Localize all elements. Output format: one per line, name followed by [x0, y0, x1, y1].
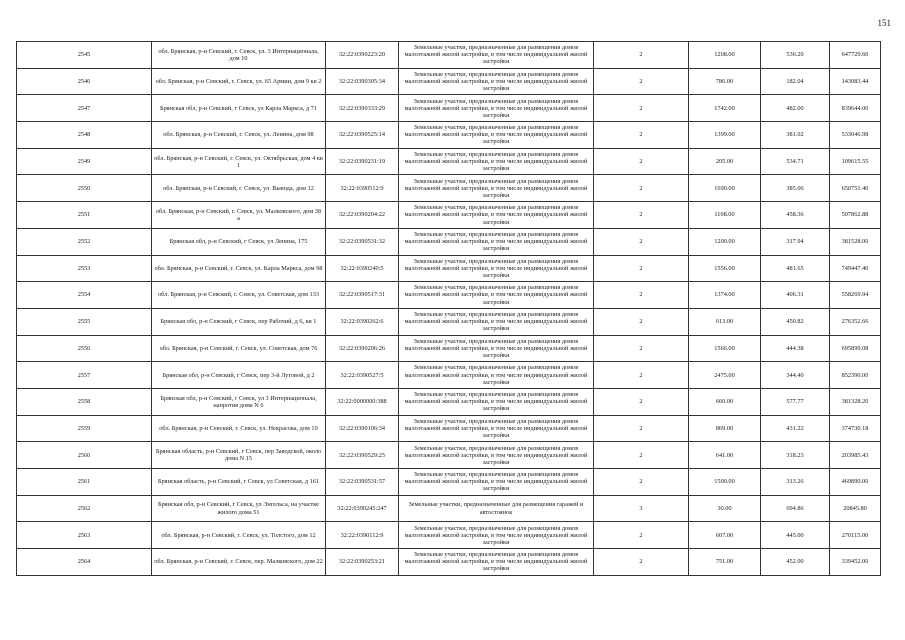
- address-cell: обл. Брянская, р-н Севский, г. Севск, пер. Малковского, дом 22: [152, 549, 326, 576]
- specific-value-cell: 318.23: [761, 442, 830, 469]
- cadastral-value-cell: 533046.98: [830, 122, 881, 149]
- area-cell: 1208.00: [689, 42, 761, 69]
- address-cell: Брянская обл, р-н Севский, г Севск, пер 3-й Луговой, д 2: [152, 362, 326, 389]
- cadastral-value-cell: 381528.00: [830, 228, 881, 255]
- land-use-cell: Земельные участки, предназначенные для размещения домов малоэтажной жилой застройки, в том числе индивидуальной жилой застройки: [399, 148, 594, 175]
- land-use-cell: Земельные участки, предназначенные для размещения домов малоэтажной жилой застройки, в том числе индивидуальной жилой застройки: [399, 202, 594, 229]
- cadastral-number-cell: 32:22:0000000:388: [326, 388, 399, 415]
- cadastral-number-cell: 32:22:0390253:21: [326, 549, 399, 576]
- row-number: 2556: [17, 335, 152, 362]
- cadastral-value-cell: 339452.00: [830, 549, 881, 576]
- group-cell: 2: [594, 335, 689, 362]
- land-use-cell: Земельные участки, предназначенные для размещения гаражей и автостоянок: [399, 495, 594, 522]
- row-number: 2559: [17, 415, 152, 442]
- group-cell: 2: [594, 388, 689, 415]
- address-cell: обл. Брянская, р-н Севский, г. Севск, ул. Октябрьская, дом 4 кв 1: [152, 148, 326, 175]
- group-cell: 2: [594, 148, 689, 175]
- row-number: 2549: [17, 148, 152, 175]
- cadastral-value-cell: 852390.00: [830, 362, 881, 389]
- cadastral-value-cell: 650751.40: [830, 175, 881, 202]
- row-number: 2550: [17, 175, 152, 202]
- specific-value-cell: 313.26: [761, 469, 830, 496]
- address-cell: обл. Брянская, р-н Севский, г. Севск, ул. Малковского, дом 38 а: [152, 202, 326, 229]
- row-number: 2547: [17, 95, 152, 122]
- cadastral-number-cell: 32:22:0390529:25: [326, 442, 399, 469]
- specific-value-cell: 452.00: [761, 549, 830, 576]
- address-cell: обл. Брянская, р-н Севский, г. Севск, ул. 3 Интернационала, дом 10: [152, 42, 326, 69]
- group-cell: 2: [594, 122, 689, 149]
- specific-value-cell: 444.38: [761, 335, 830, 362]
- cadastral-number-cell: 32:22:0390112:9: [326, 522, 399, 549]
- table-row: [17, 495, 881, 522]
- area-cell: 607.00: [689, 522, 761, 549]
- address-cell: Брянская область, р-н Севский, г Севск, пер Заводской, около дома N 15: [152, 442, 326, 469]
- cadastral-value-cell: 203985.43: [830, 442, 881, 469]
- specific-value-cell: 481.65: [761, 255, 830, 282]
- table-row: [17, 68, 881, 95]
- group-cell: 2: [594, 442, 689, 469]
- specific-value-cell: 482.00: [761, 95, 830, 122]
- area-cell: 1374.00: [689, 282, 761, 309]
- specific-value-cell: 450.82: [761, 308, 830, 335]
- row-number: 2552: [17, 228, 152, 255]
- row-number: 2558: [17, 388, 152, 415]
- specific-value-cell: 577.77: [761, 388, 830, 415]
- cadastral-number-cell: 32:22:0390262:6: [326, 308, 399, 335]
- table-row: [17, 442, 881, 469]
- cadastral-value-cell: 20845.80: [830, 495, 881, 522]
- group-cell: 3: [594, 495, 689, 522]
- group-cell: 2: [594, 282, 689, 309]
- address-cell: обл. Брянская, р-н Севский, г. Севск, ул. Карла Маркса, дом 98: [152, 255, 326, 282]
- group-cell: 2: [594, 362, 689, 389]
- group-cell: 2: [594, 175, 689, 202]
- specific-value-cell: 431.22: [761, 415, 830, 442]
- specific-value-cell: 385.06: [761, 175, 830, 202]
- area-cell: 1399.00: [689, 122, 761, 149]
- row-number: 2553: [17, 255, 152, 282]
- specific-value-cell: 534.71: [761, 148, 830, 175]
- specific-value-cell: 344.40: [761, 362, 830, 389]
- table-row: [17, 549, 881, 576]
- cadastral-number-cell: 32:22:0390204:22: [326, 202, 399, 229]
- address-cell: обл. Брянская, р-н Севский, г. Севск, ул. Ленина, дом 98: [152, 122, 326, 149]
- cadastral-value-cell: 109615.55: [830, 148, 881, 175]
- group-cell: 2: [594, 202, 689, 229]
- specific-value-cell: 182.04: [761, 68, 830, 95]
- land-use-cell: Земельные участки, предназначенные для размещения домов малоэтажной жилой застройки, в том числе индивидуальной жилой застройки: [399, 415, 594, 442]
- row-number: 2545: [17, 42, 152, 69]
- land-use-cell: Земельные участки, предназначенные для размещения домов малоэтажной жилой застройки, в том числе индивидуальной жилой застройки: [399, 388, 594, 415]
- group-cell: 2: [594, 42, 689, 69]
- area-cell: 751.00: [689, 549, 761, 576]
- group-cell: 2: [594, 255, 689, 282]
- address-cell: обл. Брянская, р-н Севский, г. Севск, ул. Некрасова, дом 19: [152, 415, 326, 442]
- specific-value-cell: 694.86: [761, 495, 830, 522]
- specific-value-cell: 381.02: [761, 122, 830, 149]
- cadastral-number-cell: 32:22:0390517:31: [326, 282, 399, 309]
- table-row: [17, 335, 881, 362]
- table-row: [17, 228, 881, 255]
- cadastral-number-cell: 32:22:0390231:19: [326, 148, 399, 175]
- area-cell: 1500.00: [689, 469, 761, 496]
- row-number: 2563: [17, 522, 152, 549]
- cadastral-number-cell: 32:22:0390512:9: [326, 175, 399, 202]
- cadastral-value-cell: 839644.00: [830, 95, 881, 122]
- specific-value-cell: 445.00: [761, 522, 830, 549]
- page-number: 151: [877, 18, 891, 28]
- row-number: 2562: [17, 495, 152, 522]
- table-row: [17, 469, 881, 496]
- area-cell: 613.00: [689, 308, 761, 335]
- group-cell: 2: [594, 415, 689, 442]
- table-row: [17, 95, 881, 122]
- cadastral-value-cell: 276352.66: [830, 308, 881, 335]
- area-cell: 2475.00: [689, 362, 761, 389]
- address-cell: обл. Брянская, р-н Севский, г. Севск, ул. Советская, дом 76: [152, 335, 326, 362]
- group-cell: 2: [594, 68, 689, 95]
- address-cell: Брянская обл, р-н Севский, г Севск, ул Карла Маркса, д 71: [152, 95, 326, 122]
- cadastral-number-cell: 32:22:0390106:34: [326, 415, 399, 442]
- address-cell: обл. Брянская, р-н Севский, г. Севск, ул. Советская, дом 133: [152, 282, 326, 309]
- table-row: [17, 282, 881, 309]
- row-number: 2548: [17, 122, 152, 149]
- area-cell: 1742.00: [689, 95, 761, 122]
- area-cell: 205.00: [689, 148, 761, 175]
- specific-value-cell: 536.20: [761, 42, 830, 69]
- cadastral-number-cell: 32:22:0390531:57: [326, 469, 399, 496]
- cadastral-number-cell: 32:22:0390333:29: [326, 95, 399, 122]
- group-cell: 2: [594, 308, 689, 335]
- table-body: [17, 42, 881, 576]
- specific-value-cell: 317.94: [761, 228, 830, 255]
- land-use-cell: Земельные участки, предназначенные для размещения домов малоэтажной жилой застройки, в том числе индивидуальной жилой застройки: [399, 335, 594, 362]
- address-cell: Брянская обл, р-н Севский, г Севск, пер Рабочий, д 6, кв 1: [152, 308, 326, 335]
- address-cell: Брянская область, р-н Севский, г Севск, ул Советская, д 161: [152, 469, 326, 496]
- land-use-cell: Земельные участки, предназначенные для размещения домов малоэтажной жилой застройки, в том числе индивидуальной жилой застройки: [399, 68, 594, 95]
- land-use-cell: Земельные участки, предназначенные для размещения домов малоэтажной жилой застройки, в том числе индивидуальной жилой застройки: [399, 122, 594, 149]
- table-row: [17, 175, 881, 202]
- address-cell: Брянская обл, р-н Севский, г Севск, ул Энгельса, на участке жилого дома 51: [152, 495, 326, 522]
- land-use-cell: Земельные участки, предназначенные для размещения домов малоэтажной жилой застройки, в том числе индивидуальной жилой застройки: [399, 228, 594, 255]
- table-row: [17, 255, 881, 282]
- area-cell: 1556.00: [689, 255, 761, 282]
- cadastral-value-cell: 143083.44: [830, 68, 881, 95]
- cadastral-number-cell: 32:22:0390223:20: [326, 42, 399, 69]
- area-cell: 1108.00: [689, 202, 761, 229]
- cadastral-number-cell: 32:22:0390245:247: [326, 495, 399, 522]
- cadastral-number-cell: 32:22:0390525:14: [326, 122, 399, 149]
- land-use-cell: Земельные участки, предназначенные для размещения домов малоэтажной жилой застройки, в том числе индивидуальной жилой застройки: [399, 42, 594, 69]
- land-use-cell: Земельные участки, предназначенные для размещения домов малоэтажной жилой застройки, в том числе индивидуальной жилой застройки: [399, 469, 594, 496]
- group-cell: 2: [594, 228, 689, 255]
- cadastral-value-cell: 558269.94: [830, 282, 881, 309]
- land-use-cell: Земельные участки, предназначенные для размещения домов малоэтажной жилой застройки, в том числе индивидуальной жилой застройки: [399, 549, 594, 576]
- cadastral-value-cell: 374730.18: [830, 415, 881, 442]
- table-row: [17, 122, 881, 149]
- land-use-cell: Земельные участки, предназначенные для размещения домов малоэтажной жилой застройки, в том числе индивидуальной жилой застройки: [399, 95, 594, 122]
- row-number: 2564: [17, 549, 152, 576]
- row-number: 2561: [17, 469, 152, 496]
- cadastral-number-cell: 32:22:0390531:32: [326, 228, 399, 255]
- table-row: [17, 362, 881, 389]
- area-cell: 1566.00: [689, 335, 761, 362]
- land-use-cell: Земельные участки, предназначенные для размещения домов малоэтажной жилой застройки, в том числе индивидуальной жилой застройки: [399, 308, 594, 335]
- address-cell: обл. Брянская, р-н Севский, г. Севск, ул. 65 Армии, дом 9 кв 2: [152, 68, 326, 95]
- group-cell: 2: [594, 522, 689, 549]
- land-use-cell: Земельные участки, предназначенные для размещения домов малоэтажной жилой застройки, в том числе индивидуальной жилой застройки: [399, 282, 594, 309]
- land-registry-table: [16, 41, 881, 576]
- row-number: 2555: [17, 308, 152, 335]
- table-row: [17, 415, 881, 442]
- group-cell: 2: [594, 549, 689, 576]
- cadastral-number-cell: 32:22:0390527:5: [326, 362, 399, 389]
- address-cell: Брянская обл, р-н Севский, г Севск, ул 3 Интернационала, напротив дома N 6: [152, 388, 326, 415]
- table-row: [17, 308, 881, 335]
- area-cell: 30.00: [689, 495, 761, 522]
- row-number: 2554: [17, 282, 152, 309]
- table-row: [17, 388, 881, 415]
- cadastral-number-cell: 32:22:0390206:26: [326, 335, 399, 362]
- specific-value-cell: 458.36: [761, 202, 830, 229]
- group-cell: 2: [594, 95, 689, 122]
- area-cell: 1690.00: [689, 175, 761, 202]
- area-cell: 660.00: [689, 388, 761, 415]
- cadastral-value-cell: 507862.88: [830, 202, 881, 229]
- cadastral-value-cell: 647729.60: [830, 42, 881, 69]
- cadastral-value-cell: 749447.40: [830, 255, 881, 282]
- cadastral-value-cell: 695899.08: [830, 335, 881, 362]
- table-row: [17, 148, 881, 175]
- area-cell: 1200.00: [689, 228, 761, 255]
- land-use-cell: Земельные участки, предназначенные для размещения домов малоэтажной жилой застройки, в том числе индивидуальной жилой застройки: [399, 255, 594, 282]
- row-number: 2557: [17, 362, 152, 389]
- land-use-cell: Земельные участки, предназначенные для размещения домов малоэтажной жилой застройки, в том числе индивидуальной жилой застройки: [399, 522, 594, 549]
- cadastral-number-cell: 32:22:0390240:5: [326, 255, 399, 282]
- land-use-cell: Земельные участки, предназначенные для размещения домов малоэтажной жилой застройки, в том числе индивидуальной жилой застройки: [399, 175, 594, 202]
- group-cell: 2: [594, 469, 689, 496]
- cadastral-value-cell: 270115.00: [830, 522, 881, 549]
- area-cell: 869.00: [689, 415, 761, 442]
- area-cell: 641.00: [689, 442, 761, 469]
- cadastral-value-cell: 469890.00: [830, 469, 881, 496]
- land-use-cell: Земельные участки, предназначенные для размещения домов малоэтажной жилой застройки, в том числе индивидуальной жилой застройки: [399, 362, 594, 389]
- table-row: [17, 42, 881, 69]
- row-number: 2551: [17, 202, 152, 229]
- address-cell: Брянская обл, р-н Севский, г Севск, ул Ленина, 175: [152, 228, 326, 255]
- cadastral-value-cell: 381328.20: [830, 388, 881, 415]
- row-number: 2546: [17, 68, 152, 95]
- area-cell: 786.00: [689, 68, 761, 95]
- row-number: 2560: [17, 442, 152, 469]
- specific-value-cell: 406.31: [761, 282, 830, 309]
- table-row: [17, 202, 881, 229]
- table-row: [17, 522, 881, 549]
- land-use-cell: Земельные участки, предназначенные для размещения домов малоэтажной жилой застройки, в том числе индивидуальной жилой застройки: [399, 442, 594, 469]
- address-cell: обл. Брянская, р-н Севский, г. Севск, ул. Толстого, дом 12: [152, 522, 326, 549]
- address-cell: обл. Брянская, р-н Севский, г. Севск, ул. Вывода, дом 12: [152, 175, 326, 202]
- cadastral-number-cell: 32:22:0390305:34: [326, 68, 399, 95]
